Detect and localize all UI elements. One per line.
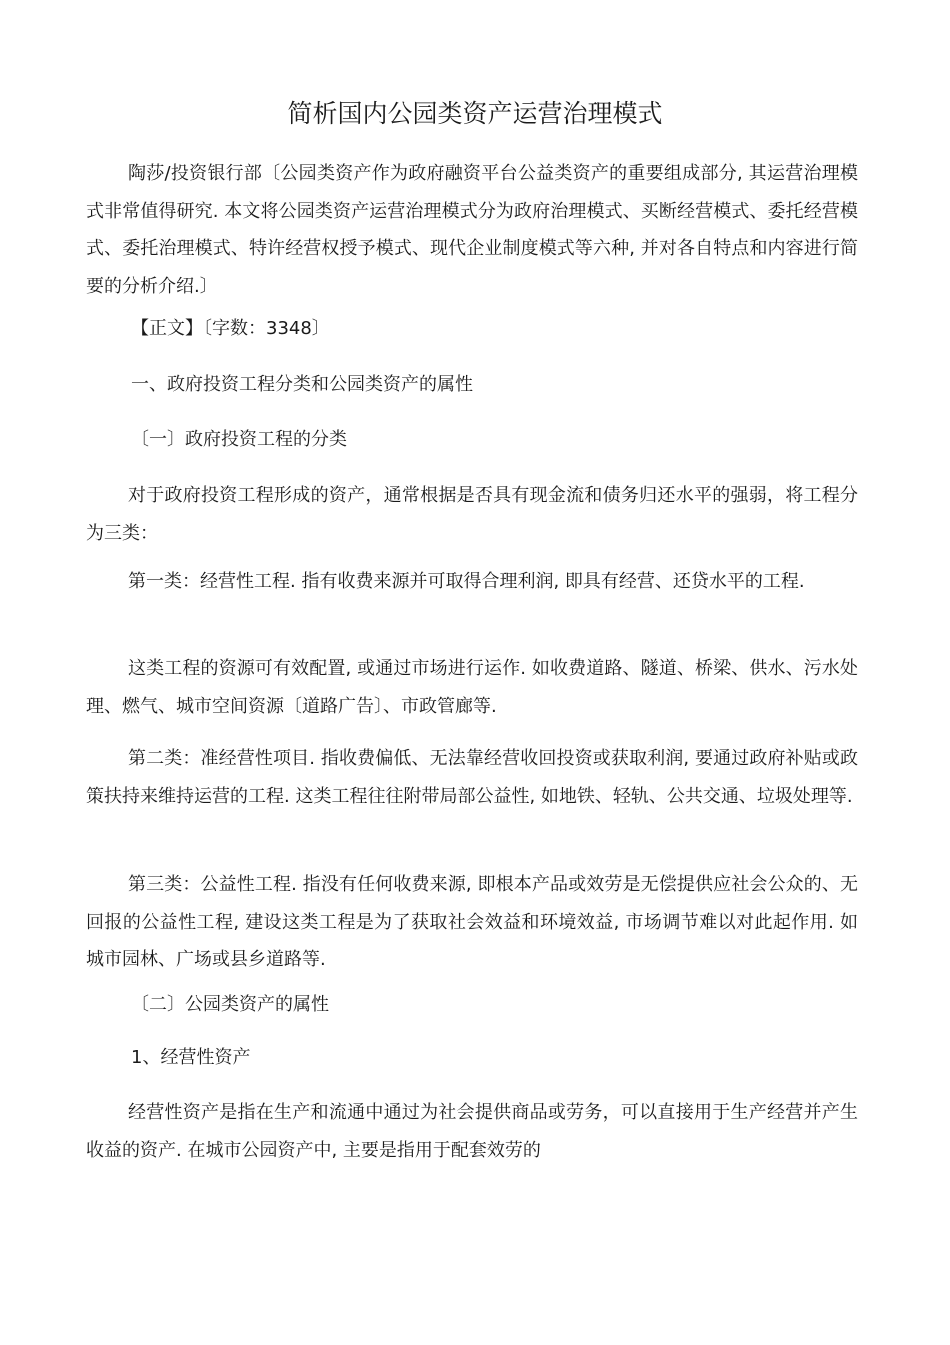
body-word-count-label: 【正文】〔字数：3348〕 [131,318,330,339]
paragraph-6: 经营性资产是指在生产和流通中通过为社会提供商品或劳务，可以直接用于生产经营并产生收益的资产. 在城市公园资产中, 主要是指用于配套效劳的 [86,1102,858,1161]
paragraph-1: 对于政府投资工程形成的资产，通常根据是否具有现金流和债务归还水平的强弱，将工程分为三类： [86,485,858,544]
subsection-heading-1: 〔一〕政府投资工程的分类 [131,429,347,450]
subsection-heading-2: 〔二〕公园类资产的属性 [131,994,329,1015]
document-title: 简析国内公园类资产运营治理模式 [287,99,663,128]
list-item-heading-1: 1、经营性资产 [131,1047,251,1068]
section-heading-1: 一、政府投资工程分类和公园类资产的属性 [131,374,473,395]
paragraph-3: 这类工程的资源可有效配置, 或通过市场进行运作. 如收费道路、隧道、桥梁、供水、污水处理、燃气、城市空间资源〔道路广告〕、市政管廊等. [86,658,858,717]
abstract-paragraph: 陶莎/投资银行部〔公园类资产作为政府融资平台公益类资产的重要组成部分, 其运营治理模式非常值得研究. 本文将公园类资产运营治理模式分为政府治理模式、买断经营模式、委托经营模式、委托治理模式、特许经营权授予模式、现代企业制度模式等六种, 并对各自特点和内容进行简要的分析介绍.〕 [86,163,858,297]
paragraph-5: 第三类：公益性工程. 指没有任何收费来源, 即根本产品或效劳是无偿提供应社会公众的、无回报的公益性工程, 建设这类工程是为了获取社会效益和环境效益, 市场调节难以对此起作用. 如城市园林、广场或县乡道路等. [86,874,858,970]
paragraph-4: 第二类：准经营性项目. 指收费偏低、无法靠经营收回投资或获取利润, 要通过政府补贴或政策扶持来维持运营的工程. 这类工程往往附带局部公益性, 如地铁、轻轨、公共交通、垃圾处理等. [86,748,858,807]
paragraph-2: 第一类：经营性工程. 指有收费来源并可取得合理利润, 即具有经营、还贷水平的工程. [128,571,805,592]
